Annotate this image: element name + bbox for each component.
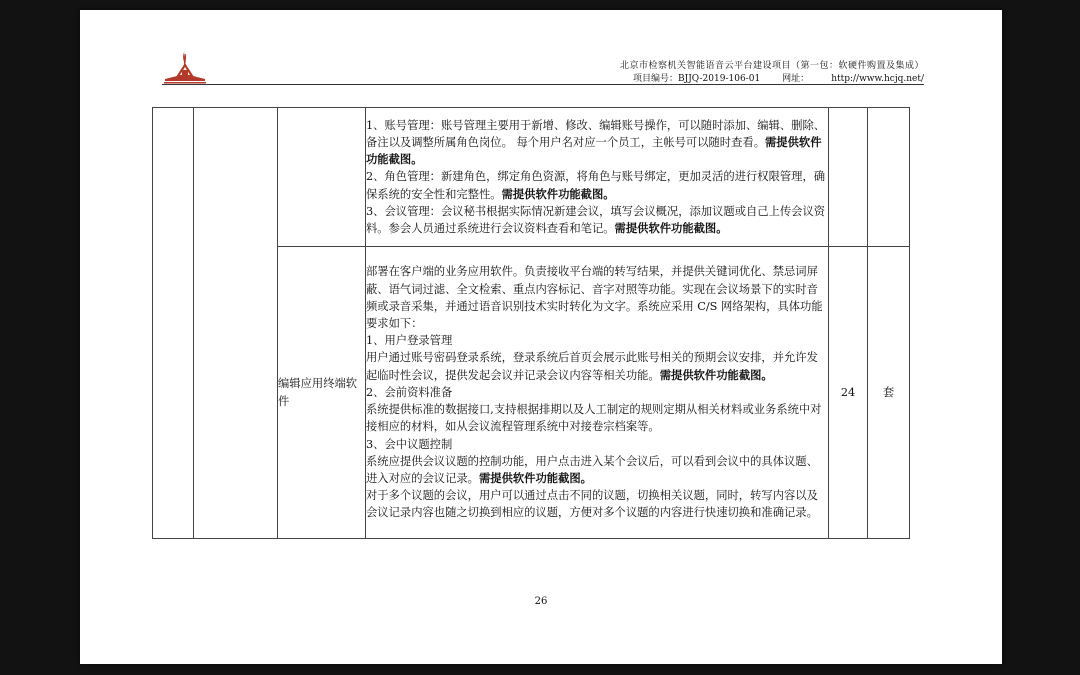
description-paragraph xyxy=(366,263,828,332)
quantity-cell: 24 xyxy=(829,247,868,539)
header-project-meta xyxy=(633,71,924,84)
description-text: 对于多个议题的会议，用户可以通过点击不同的议题，切换相关议题，同时，转写内容以及会议记录内容也随之切换到相应的议题，方便对多个议题的内容进行快速切换和准确记录。 xyxy=(366,489,818,520)
description-text: 用户通过账号密码登录系统，登录系统后首页会展示此账号相关的预期会议安排，并允许发起临时性会议，提供发起会议并记录会议内容等相关功能。 xyxy=(366,351,818,382)
page-number: 26 xyxy=(534,596,548,607)
website-label: 网址： xyxy=(782,74,810,84)
description-paragraph xyxy=(366,401,828,435)
description-paragraph xyxy=(366,203,828,237)
description-paragraph xyxy=(366,384,828,401)
screenshot-requirement-text: 需提供软件功能截图。 xyxy=(478,470,592,485)
description-paragraph xyxy=(366,168,828,202)
description-text: 3、会议管理：会议秘书根据实际情况新建会议，填写会议概况，添加议题或自己上传会议资料。参会人员通过系统进行会议资料查看和笔记。 xyxy=(366,204,826,235)
serial-cell xyxy=(153,108,194,539)
unit-cell: 套 xyxy=(868,247,910,539)
category-cell xyxy=(194,108,278,539)
unit-cell xyxy=(868,108,910,247)
description-paragraph xyxy=(366,332,828,349)
project-number: BJJQ-2019-106-01 xyxy=(677,74,761,84)
description-text: 2、会前资料准备 xyxy=(366,385,453,399)
item-name-cell: 编辑应用终端软件 xyxy=(278,247,366,539)
description-text: 2、角色管理：新建角色，绑定角色资源，将角色与账号绑定，更加灵活的进行权限管理，确保系统的安全性和完整性。 xyxy=(366,170,826,201)
quantity-cell xyxy=(829,108,868,247)
project-number-label: 项目编号： xyxy=(632,74,678,84)
screenshot-requirement-text: 需提供软件功能截图。 xyxy=(659,367,773,382)
item-description xyxy=(366,108,829,247)
description-text: 系统提供标准的数据接口,支持根据排期以及人工制定的规则定期从相关材料或业务系统中对接相应的材料，如从会议流程管理系统中对接卷宗档案等。 xyxy=(366,403,822,434)
header-project-title: 北京市检察机关智能语音云平台建设项目（第一包：软硬件购置及集成） xyxy=(619,61,924,71)
screenshot-requirement-text: 需提供软件功能截图。 xyxy=(614,221,728,235)
procuratorate-logo-icon xyxy=(162,48,208,84)
specification-table xyxy=(152,107,910,539)
document-page xyxy=(80,10,1002,664)
header-divider xyxy=(162,84,924,85)
description-text: 部署在客户端的业务应用软件。负责接收平台端的转写结果，并提供关键词优化、禁忌词屏蔽、语气词过滤、全文检索、重点内容标记、音字对照等功能。实现在会议场景下的实时音频或录音采集，并通过语音识别技术实时转化为文字。系统应采用 C/S 网络架构，具体功能要求如下： xyxy=(366,265,823,331)
website-url: http://www.hcjq.net/ xyxy=(831,74,924,84)
description-text: 系统应提供会议议题的控制功能，用户点击进入某个会议后，可以看到会议中的具体议题、进入对应的会议记录。 xyxy=(366,454,818,485)
screenshot-requirement-text: 需提供软件功能截图。 xyxy=(366,134,822,167)
description-paragraph xyxy=(366,117,828,169)
description-paragraph xyxy=(366,487,828,521)
description-paragraph xyxy=(366,453,828,487)
table-row xyxy=(153,108,910,247)
screenshot-requirement-text: 需提供软件功能截图。 xyxy=(501,186,615,201)
description-text: 3、会中议题控制 xyxy=(366,437,453,451)
item-description xyxy=(366,247,829,539)
description-text: 1、用户登录管理 xyxy=(366,334,453,348)
item-name-cell xyxy=(278,108,366,247)
description-paragraph xyxy=(366,436,828,453)
description-paragraph xyxy=(366,349,828,383)
description-text: 1、账号管理：账号管理主要用于新增、修改、编辑账号操作，可以随时添加、编辑、删除、备注以及调整所属角色岗位。 每个用户名对应一个员工，主帐号可以随时查看。 xyxy=(366,118,826,149)
